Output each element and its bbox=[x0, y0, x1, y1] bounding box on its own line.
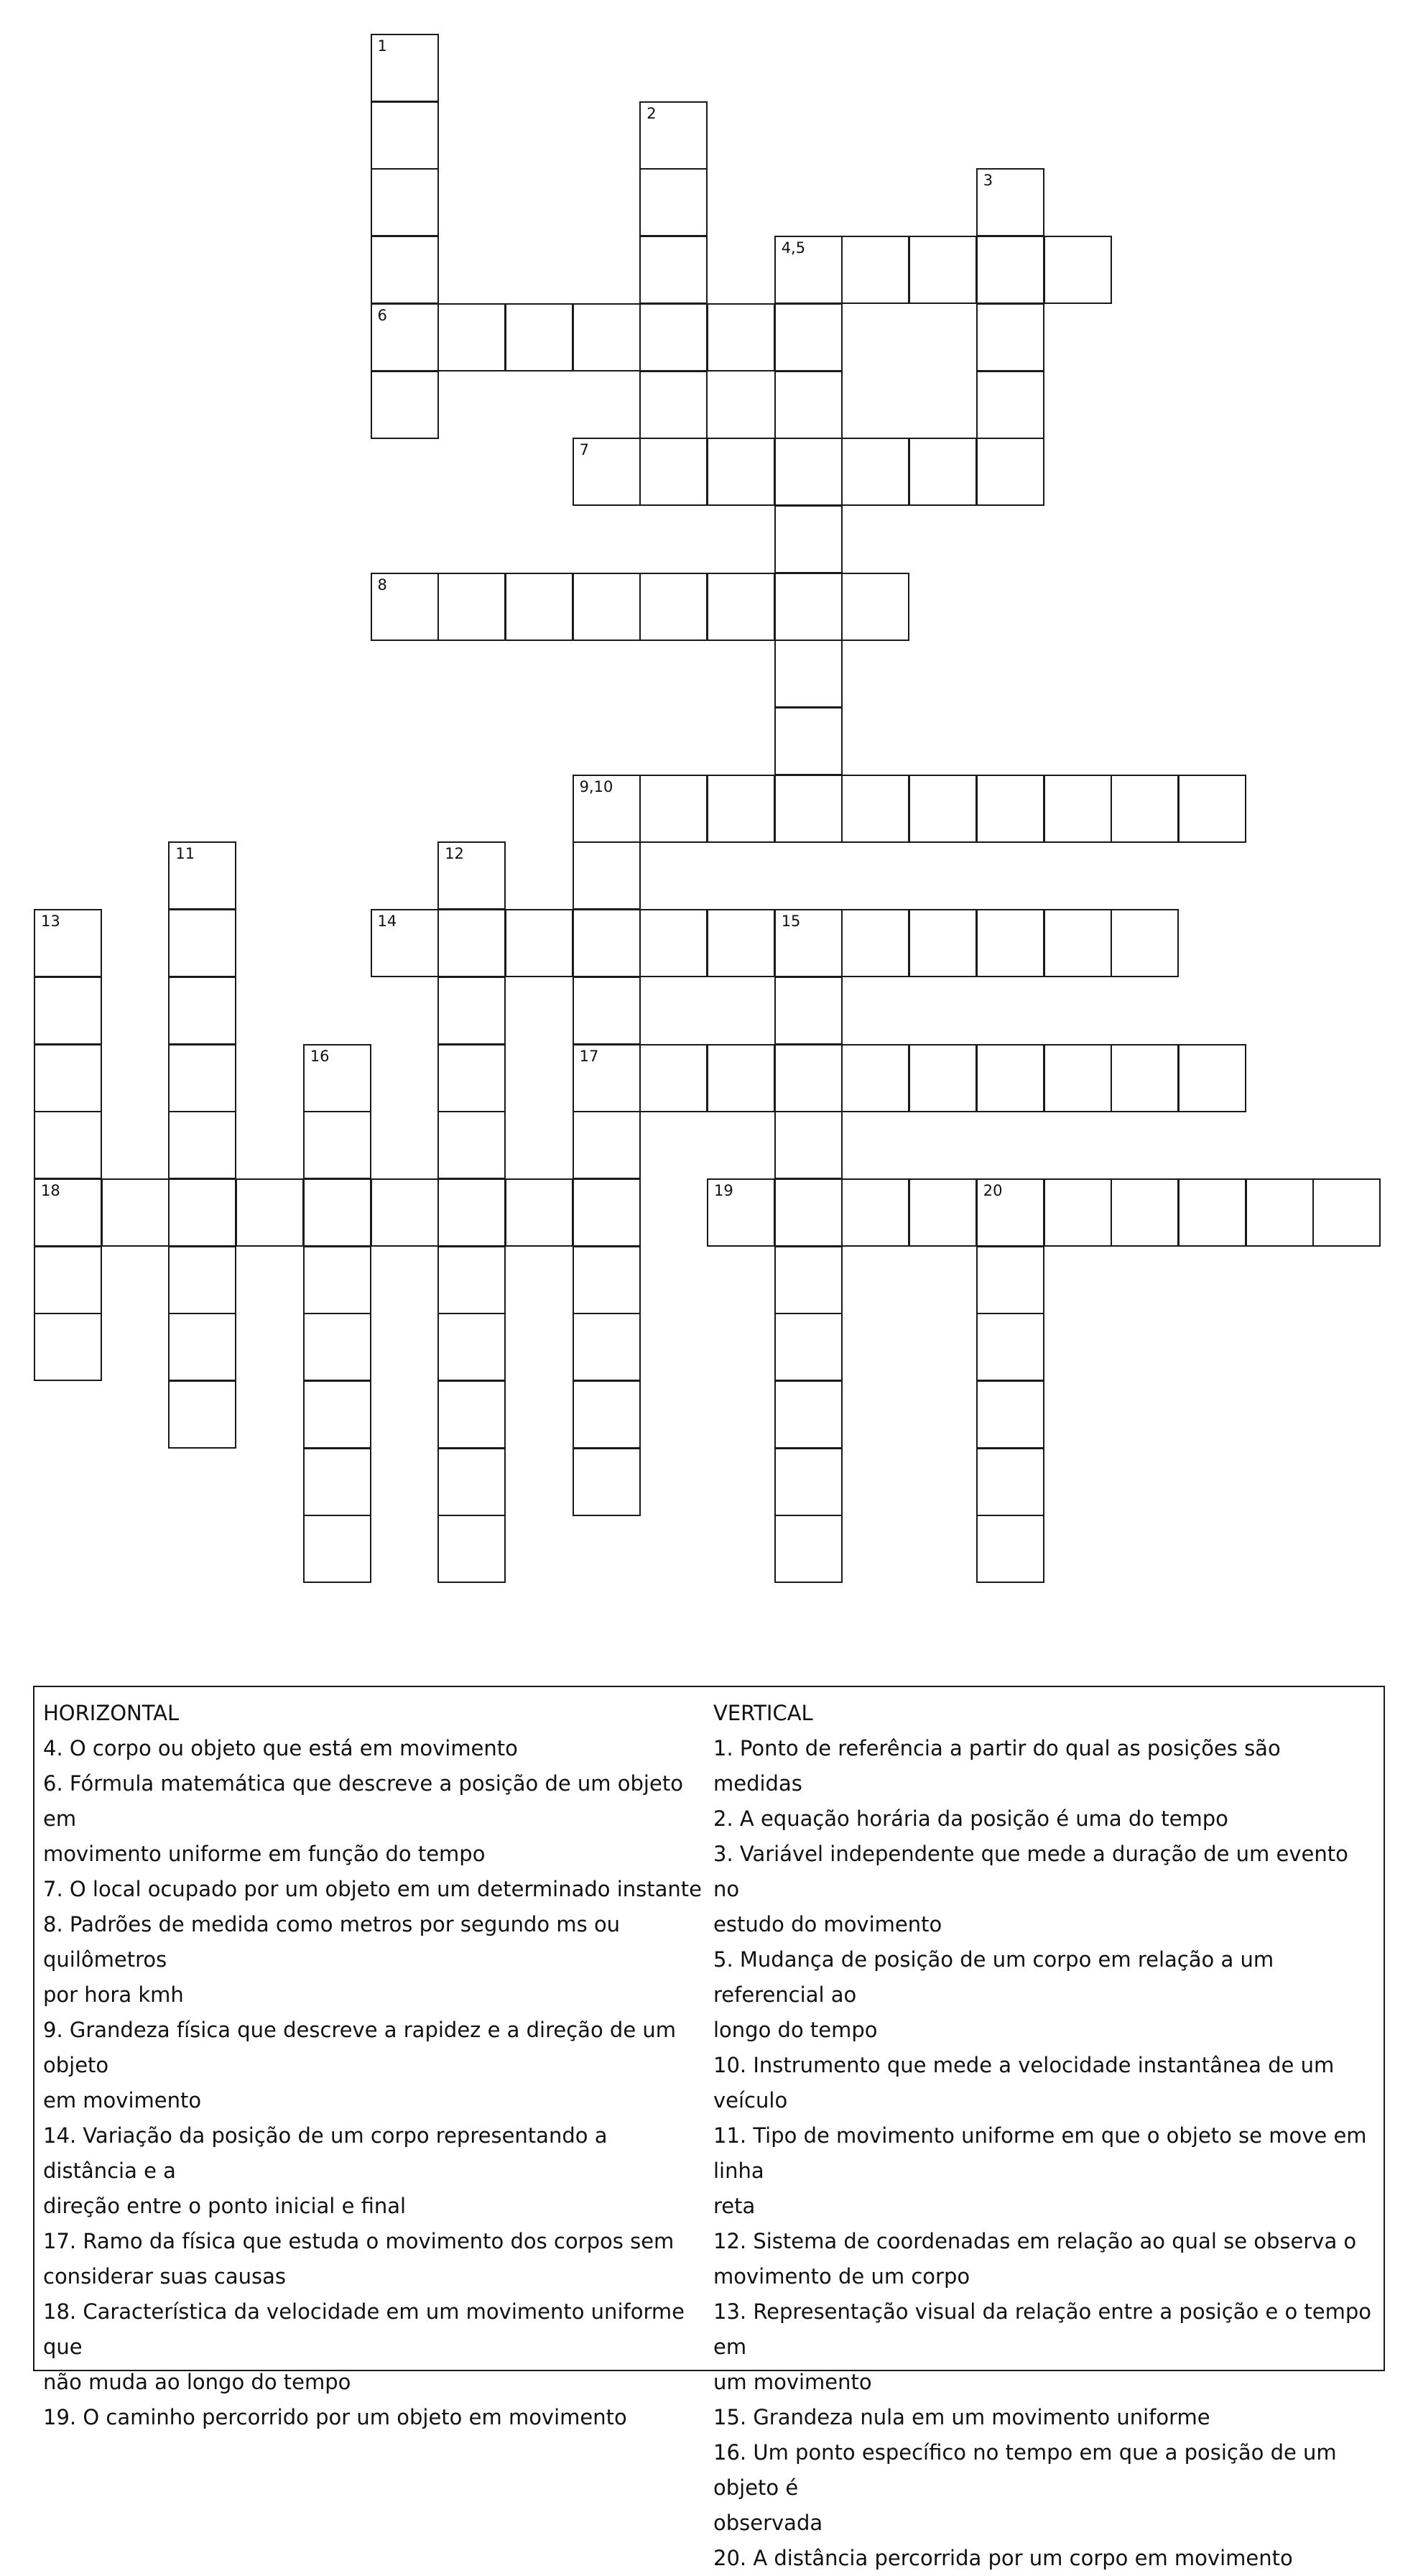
grid-cell[interactable] bbox=[774, 505, 843, 573]
grid-cell[interactable] bbox=[774, 573, 843, 641]
clue-number: 2 bbox=[647, 104, 657, 122]
grid-cell[interactable] bbox=[909, 1044, 977, 1112]
clue-line: 9. Grandeza física que descreve a rapidez e a direção de um objeto bbox=[43, 2018, 677, 2077]
grid-cell[interactable] bbox=[168, 1313, 236, 1381]
clue-line: por hora kmh bbox=[43, 1982, 184, 2007]
grid-cell[interactable] bbox=[774, 1044, 843, 1112]
grid-cell[interactable] bbox=[168, 909, 236, 977]
grid-cell[interactable] bbox=[437, 1515, 506, 1583]
grid-cell[interactable] bbox=[1044, 775, 1112, 843]
grid-cell[interactable] bbox=[976, 371, 1044, 439]
grid-cell[interactable] bbox=[371, 303, 439, 371]
grid-cell[interactable] bbox=[774, 371, 843, 439]
grid-cell[interactable] bbox=[707, 775, 775, 843]
grid-cell[interactable] bbox=[841, 438, 909, 506]
grid-cell[interactable] bbox=[168, 1178, 236, 1247]
clue-number: 17 bbox=[579, 1047, 599, 1065]
grid-cell[interactable] bbox=[437, 303, 506, 371]
grid-cell[interactable] bbox=[774, 640, 843, 708]
grid-cell[interactable] bbox=[371, 168, 439, 236]
horizontal-clues bbox=[43, 1696, 704, 2435]
grid-cell[interactable] bbox=[639, 438, 708, 506]
clue-line: 10. Instrumento que mede a velocidade instantânea de um veículo bbox=[713, 2053, 1335, 2113]
grid-cell[interactable] bbox=[707, 909, 775, 977]
grid-cell[interactable] bbox=[437, 977, 506, 1045]
clue-number: 9,10 bbox=[579, 777, 613, 795]
grid-cell[interactable] bbox=[34, 1313, 102, 1381]
grid-cell[interactable] bbox=[1246, 1178, 1314, 1247]
grid-cell[interactable] bbox=[573, 909, 641, 977]
clue-line: reta bbox=[713, 2194, 756, 2218]
clue-line: 6. Fórmula matemática que descreve a posição de um objeto em bbox=[43, 1771, 683, 1831]
horizontal-heading: HORIZONTAL bbox=[43, 1701, 180, 1725]
grid-cell[interactable] bbox=[1178, 1044, 1246, 1112]
grid-cell[interactable] bbox=[573, 1380, 641, 1449]
grid-cell[interactable] bbox=[303, 1448, 371, 1516]
clue-line: 17. Ramo da física que estuda o movimento dos corpos sem bbox=[43, 2229, 675, 2253]
grid-cell[interactable] bbox=[303, 1178, 371, 1247]
grid-cell[interactable] bbox=[976, 168, 1044, 236]
grid-cell[interactable] bbox=[976, 1515, 1044, 1583]
grid-cell[interactable] bbox=[909, 438, 977, 506]
grid-cell[interactable] bbox=[909, 1178, 977, 1247]
grid-cell[interactable] bbox=[707, 573, 775, 641]
clue-line: em movimento bbox=[43, 2088, 202, 2113]
grid-cell[interactable] bbox=[841, 1044, 909, 1112]
grid-cell[interactable] bbox=[774, 1515, 843, 1583]
grid-cell[interactable] bbox=[371, 236, 439, 304]
grid-cell[interactable] bbox=[371, 371, 439, 439]
clue-line: 8. Padrões de medida como metros por segundo ms ou quilômetros bbox=[43, 1912, 621, 1972]
grid-cell[interactable] bbox=[236, 1178, 304, 1247]
clue-line: 1. Ponto de referência a partir do qual as posições são medidas bbox=[713, 1736, 1281, 1796]
clue-line: 16. Um ponto específico no tempo em que a posição de um objeto é bbox=[713, 2440, 1337, 2500]
grid-cell[interactable] bbox=[573, 1178, 641, 1247]
grid-cell[interactable] bbox=[34, 909, 102, 977]
grid-cell[interactable] bbox=[841, 1178, 909, 1247]
grid-cell[interactable] bbox=[774, 1448, 843, 1516]
grid-cell[interactable] bbox=[774, 707, 843, 775]
clue-line: 20. A distância percorrida por um corpo em movimento bbox=[713, 2546, 1293, 2570]
clue-line: 14. Variação da posição de um corpo representando a distância e a bbox=[43, 2123, 608, 2183]
grid-cell[interactable] bbox=[437, 1313, 506, 1381]
clue-number: 18 bbox=[41, 1181, 60, 1199]
grid-cell[interactable] bbox=[168, 1380, 236, 1449]
grid-cell[interactable] bbox=[639, 236, 708, 304]
grid-cell[interactable] bbox=[909, 775, 977, 843]
grid-cell[interactable] bbox=[976, 1044, 1044, 1112]
grid-cell[interactable] bbox=[639, 303, 708, 371]
grid-cell[interactable] bbox=[1178, 1178, 1246, 1247]
clue-number: 14 bbox=[377, 913, 397, 931]
grid-cell[interactable] bbox=[303, 1515, 371, 1583]
grid-cell[interactable] bbox=[774, 1313, 843, 1381]
clue-line: direção entre o ponto inicial e final bbox=[43, 2194, 407, 2218]
clue-line: 19. O caminho percorrido por um objeto em movimento bbox=[43, 2405, 627, 2429]
grid-cell[interactable] bbox=[573, 1111, 641, 1179]
grid-cell[interactable] bbox=[774, 775, 843, 843]
grid-cell[interactable] bbox=[976, 236, 1044, 304]
clue-line: 3. Variável independente que mede a duração de um evento no bbox=[713, 1842, 1348, 1901]
grid-cell[interactable] bbox=[774, 1380, 843, 1449]
grid-cell[interactable] bbox=[1044, 236, 1112, 304]
clue-number: 15 bbox=[781, 913, 801, 931]
grid-cell[interactable] bbox=[573, 841, 641, 910]
grid-cell[interactable] bbox=[437, 841, 506, 910]
grid-cell[interactable] bbox=[34, 1246, 102, 1314]
grid-cell[interactable] bbox=[573, 977, 641, 1045]
grid-cell[interactable] bbox=[841, 236, 909, 304]
clue-number: 4,5 bbox=[781, 239, 806, 257]
grid-cell[interactable] bbox=[707, 303, 775, 371]
grid-cell[interactable] bbox=[841, 775, 909, 843]
clue-number: 19 bbox=[714, 1181, 733, 1199]
clue-number: 16 bbox=[310, 1047, 330, 1065]
grid-cell[interactable] bbox=[303, 1044, 371, 1112]
grid-cell[interactable] bbox=[976, 1448, 1044, 1516]
grid-cell[interactable] bbox=[976, 438, 1044, 506]
grid-cell[interactable] bbox=[1111, 1178, 1179, 1247]
clue-line: 5. Mudança de posição de um corpo em relação a um referencial ao bbox=[713, 1947, 1274, 2007]
grid-cell[interactable] bbox=[101, 1178, 170, 1247]
grid-cell[interactable] bbox=[573, 1448, 641, 1516]
grid-cell[interactable] bbox=[573, 438, 641, 506]
grid-cell[interactable] bbox=[573, 1246, 641, 1314]
clue-line: um movimento bbox=[713, 2370, 872, 2394]
grid-cell[interactable] bbox=[371, 573, 439, 641]
grid-cell[interactable] bbox=[168, 1044, 236, 1112]
clue-line: considerar suas causas bbox=[43, 2264, 286, 2289]
clue-line: movimento de um corpo bbox=[713, 2264, 970, 2289]
clue-line: 4. O corpo ou objeto que está em movimento bbox=[43, 1736, 518, 1760]
grid-cell[interactable] bbox=[437, 1111, 506, 1179]
grid-cell[interactable] bbox=[774, 977, 843, 1045]
clue-line: 18. Característica da velocidade em um movimento uniforme que bbox=[43, 2299, 685, 2359]
grid-cell[interactable] bbox=[303, 1313, 371, 1381]
clue-line: 13. Representação visual da relação entre a posição e o tempo em bbox=[713, 2299, 1372, 2359]
grid-cell[interactable] bbox=[34, 1178, 102, 1247]
grid-cell[interactable] bbox=[303, 1111, 371, 1179]
grid-cell[interactable] bbox=[976, 909, 1044, 977]
grid-cell[interactable] bbox=[976, 1178, 1044, 1247]
clue-number: 6 bbox=[377, 306, 387, 324]
grid-cell[interactable] bbox=[774, 1178, 843, 1247]
grid-cell[interactable] bbox=[639, 573, 708, 641]
grid-cell[interactable] bbox=[841, 573, 909, 641]
grid-cell[interactable] bbox=[707, 438, 775, 506]
grid-cell[interactable] bbox=[573, 303, 641, 371]
grid-cell[interactable] bbox=[976, 303, 1044, 371]
grid-cell[interactable] bbox=[1178, 775, 1246, 843]
grid-cell[interactable] bbox=[976, 775, 1044, 843]
grid-cell[interactable] bbox=[774, 1111, 843, 1179]
clue-number: 12 bbox=[445, 845, 464, 863]
grid-cell[interactable] bbox=[437, 1448, 506, 1516]
grid-cell[interactable] bbox=[371, 909, 439, 977]
grid-cell[interactable] bbox=[774, 1246, 843, 1314]
grid-cell[interactable] bbox=[1312, 1178, 1381, 1247]
grid-cell[interactable] bbox=[371, 1178, 439, 1247]
grid-cell[interactable] bbox=[774, 236, 843, 304]
clue-line: não muda ao longo do tempo bbox=[43, 2370, 351, 2394]
grid-cell[interactable] bbox=[573, 1313, 641, 1381]
vertical-heading: VERTICAL bbox=[713, 1701, 813, 1725]
grid-cell[interactable] bbox=[1044, 909, 1112, 977]
grid-cell[interactable] bbox=[437, 573, 506, 641]
grid-cell[interactable] bbox=[437, 1044, 506, 1112]
grid-cell[interactable] bbox=[34, 1044, 102, 1112]
grid-cell[interactable] bbox=[371, 34, 439, 102]
clue-line: estudo do movimento bbox=[713, 1912, 942, 1936]
grid-cell[interactable] bbox=[505, 1178, 573, 1247]
grid-cell[interactable] bbox=[168, 1111, 236, 1179]
grid-cell[interactable] bbox=[303, 1380, 371, 1449]
grid-cell[interactable] bbox=[573, 1044, 641, 1112]
grid-cell[interactable] bbox=[168, 1246, 236, 1314]
grid-cell[interactable] bbox=[437, 1178, 506, 1247]
grid-cell[interactable] bbox=[168, 977, 236, 1045]
clue-line: 11. Tipo de movimento uniforme em que o objeto se move em linha bbox=[713, 2123, 1367, 2183]
clue-number: 20 bbox=[983, 1181, 1003, 1199]
grid-cell[interactable] bbox=[774, 438, 843, 506]
grid-cell[interactable] bbox=[976, 1313, 1044, 1381]
grid-cell[interactable] bbox=[909, 909, 977, 977]
grid-cell[interactable] bbox=[437, 1246, 506, 1314]
clue-number: 1 bbox=[377, 37, 387, 55]
clue-number: 7 bbox=[579, 441, 589, 459]
grid-cell[interactable] bbox=[505, 303, 573, 371]
grid-cell[interactable] bbox=[505, 909, 573, 977]
grid-cell[interactable] bbox=[639, 909, 708, 977]
grid-cell[interactable] bbox=[505, 573, 573, 641]
grid-cell[interactable] bbox=[573, 573, 641, 641]
grid-cell[interactable] bbox=[34, 1111, 102, 1179]
grid-cell[interactable] bbox=[841, 909, 909, 977]
clue-line: observada bbox=[713, 2511, 823, 2535]
grid-cell[interactable] bbox=[639, 775, 708, 843]
grid-cell[interactable] bbox=[707, 1178, 775, 1247]
grid-cell[interactable] bbox=[371, 101, 439, 170]
grid-cell[interactable] bbox=[1111, 909, 1179, 977]
grid-cell[interactable] bbox=[976, 1380, 1044, 1449]
grid-cell[interactable] bbox=[774, 909, 843, 977]
clue-line: movimento uniforme em função do tempo bbox=[43, 1842, 486, 1866]
clue-number: 13 bbox=[41, 913, 60, 931]
grid-cell[interactable] bbox=[168, 841, 236, 910]
grid-cell[interactable] bbox=[303, 1246, 371, 1314]
grid-cell[interactable] bbox=[707, 1044, 775, 1112]
grid-cell[interactable] bbox=[909, 236, 977, 304]
grid-cell[interactable] bbox=[573, 775, 641, 843]
grid-cell[interactable] bbox=[1111, 1044, 1179, 1112]
grid-cell[interactable] bbox=[34, 977, 102, 1045]
clue-number: 3 bbox=[983, 172, 993, 190]
grid-cell[interactable] bbox=[639, 101, 708, 170]
grid-cell[interactable] bbox=[1044, 1044, 1112, 1112]
grid-cell[interactable] bbox=[976, 1246, 1044, 1314]
grid-cell[interactable] bbox=[639, 1044, 708, 1112]
grid-cell[interactable] bbox=[639, 168, 708, 236]
grid-cell[interactable] bbox=[437, 1380, 506, 1449]
clue-line: 2. A equação horária da posição é uma do tempo bbox=[713, 1806, 1228, 1831]
vertical-clues bbox=[713, 1696, 1374, 2576]
grid-cell[interactable] bbox=[639, 371, 708, 439]
grid-cell[interactable] bbox=[774, 303, 843, 371]
clue-number: 8 bbox=[377, 576, 387, 594]
clue-line: longo do tempo bbox=[713, 2018, 878, 2042]
clue-line: 15. Grandeza nula em um movimento uniforme bbox=[713, 2405, 1210, 2429]
clues-box bbox=[33, 1686, 1385, 2570]
clue-line: 12. Sistema de coordenadas em relação ao qual se observa o bbox=[713, 2229, 1357, 2253]
grid-cell[interactable] bbox=[1044, 1178, 1112, 1247]
clue-number: 11 bbox=[175, 845, 195, 863]
grid-cell[interactable] bbox=[437, 909, 506, 977]
grid-cell[interactable] bbox=[1111, 775, 1179, 843]
clue-line: 7. O local ocupado por um objeto em um determinado instante bbox=[43, 1877, 702, 1901]
